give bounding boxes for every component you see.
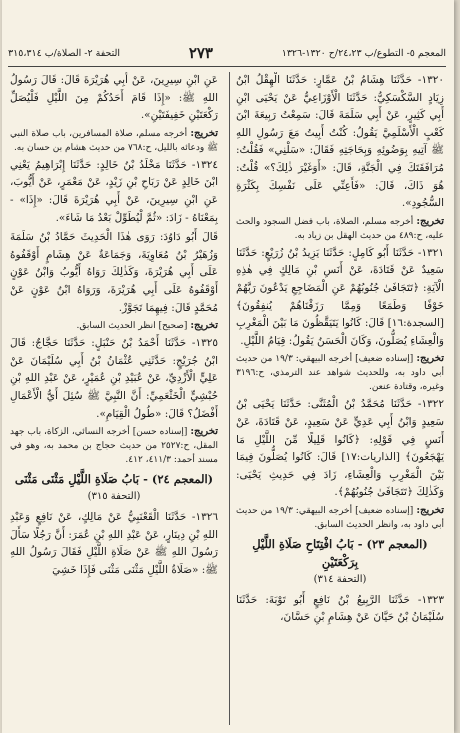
takhrij-note (10, 425, 218, 467)
hadith-paragraph: ١٣٢٣- حَدَّثَنَا الرَّبِيعُ بْنُ نَافِعٍ أَبُو تَوْبَةَ: حَدَّثَنَا سُلَيْمَانُ بْنُ حَيَّانَ عَنْ هِشَامِ بْنِ حَسَّانَ، (236, 593, 444, 624)
takhrij-note (236, 504, 444, 532)
takhrij-text: أخرجه مسلم، الصلاة، باب فضل السجود والحث عليه، ح:٤٨٩ من حديث الهقل بن زياد به. (236, 216, 444, 241)
takhrij-note (236, 352, 444, 394)
header-left-reference: التحفة ٢- الصلاة/ب ٣١٥،٣١٤ (8, 47, 121, 59)
takhrij-label: تخريج: (190, 320, 218, 332)
takhrij-label: تخريج: (416, 353, 444, 365)
takhrij-text: [إسناده ضعيف] أخرجه البيهقي: ١٩/٣ من حديث أبي داود به، وللحديث شواهد عند الترمذي، ح:٣١٩٦ وغيره، وقتادة عنعن. (236, 354, 444, 393)
hadith-paragraph: ١٣٢٤- حَدَّثَنَا مَخْلَدُ بْنُ خَالِدٍ: حَدَّثَنَا إِبْرَاهِيمُ يَعْنِي ابْنَ خَالِدٍ عَنْ رَبَاحِ بْنِ زَيْدٍ، عَنْ مَعْمَرٍ، عَنْ أَيُّوبَ، عَنِ ابْنِ سِيرِينَ، عَنْ أَبِي هُرَيْرَةَ قَالَ: «إِذَا» - بِمَعْنَاهُ - زَادَ: «ثُمَّ لْيُطَوِّلْ بَعْدُ مَا شَاءَ». (10, 158, 218, 224)
takhrij-text: [إسناده ضعيف] أخرجه البيهقي: ١٩/٣ من حديث أبي داود به، وانظر الحديث السابق. (236, 505, 444, 530)
chapter-tuhfa-ref: (التحفة ٣١٥) (87, 491, 141, 503)
takhrij-text: [صحيح] انظر الحديث السابق. (76, 321, 191, 332)
right-column (236, 72, 444, 725)
hadith-paragraph: ١٣٢٠- حَدَّثَنَا هِشَامُ بْنُ عَمَّارٍ: حَدَّثَنَا الْهِقْلُ ابْنُ زِيَادٍ السَّكْسَكِيُّ: حَدَّثَنَا الْأَوْزَاعِيُّ عَنْ يَحْيَى ابْنِ أَبِي كَثِيرٍ، عَنْ أَبِي سَلَمَةَ قَالَ: سَمِعْتُ رَبِيعَةَ ابْنَ كَعْبٍ الْأَسْلَمِيَّ يَقُولُ: كُنْتُ أَبِيتُ مَعَ رَسُولِ اللهِ ﷺ آتِيهِ بِوَضُوئِهِ وَبِحَاجَتِهِ فَقَالَ: «سَلْنِي» فَقُلْتُ: مُرَافَقَتَكَ فِي الْجَنَّةِ، قَالَ: «أَوَغَيْرَ ذٰلِكَ؟» قُلْتُ: هُوَ ذَاكَ، قَالَ: «فَأَعِنِّي عَلَى نَفْسِكَ بِكَثْرَةِ السُّجُودِ». (236, 74, 444, 210)
hadith-paragraph: ١٣٢٢- حَدَّثَنَا مُحَمَّدُ بْنُ الْمُثَنَّى: حَدَّثَنَا يَحْيَى بْنُ سَعِيدٍ وَابْنُ أَبِي عَدِيٍّ عَنْ سَعِيدٍ، عَنْ قَتَادَةَ، عَنْ أَنَسٍ فِي قَوْلِهِ: ﴿كَانُوا قَلِيلًا مِّنَ اللَّيْلِ مَا يَهْجَعُونَ﴾ [الذاريات:١٧] قَالَ: كَانُوا يُصَلُّونَ فِيمَا بَيْنَ الْمَغْرِبِ وَالْعِشَاءِ، زَادَ فِي حَدِيثِ يَحْيَى: وَكَذٰلِكَ ﴿تَتَجَافَىٰ جُنُوبُهُمْ﴾. (236, 398, 444, 499)
takhrij-label: تخريج: (190, 426, 218, 438)
column-divider (229, 72, 230, 725)
page-number: ٢٧٣ (188, 44, 213, 62)
hadith-paragraph: قَالَ أَبُو دَاوُدَ: رَوَى هٰذَا الْحَدِيثَ حَمَّادُ بْنُ سَلَمَةَ وَزُهَيْرُ بْنُ مُعَاوِيَةَ، وَجَمَاعَةٌ عَنْ هِشَامٍ أَوْقَفُوهُ عَلَى أَبِي هُرَيْرَةَ، وَكَذٰلِكَ رَوَاهُ أَيُّوبُ وَابْنُ عَوْنٍ أَوْقَفُوهُ عَلَى أَبِي هُرَيْرَةَ، وَرَوَاهُ ابْنُ عَوْنٍ عَنْ مُحَمَّدٍ قَالَ: فِيهِمَا تَجَوَّزْ. (10, 231, 218, 314)
takhrij-label: تخريج: (190, 127, 218, 139)
takhrij-label: تخريج: (416, 504, 444, 516)
left-column (10, 72, 218, 725)
book-page (2, 0, 454, 733)
chapter-heading (10, 470, 218, 506)
chapter-title: (المعجم ٢٣) - بَابُ افْتِتَاحِ صَلَاةِ اللَّيْلِ بِرَكْعَتَيْنِ (252, 536, 428, 569)
hadith-paragraph: عَنِ ابْنِ سِيرِينَ، عَنْ أَبِي هُرَيْرَةَ قَالَ: قَالَ رَسُولُ اللهِ ﷺ: «إِذَا قَامَ أَحَدُكُمْ مِنَ اللَّيْلِ فَلْيُصَلِّ رَكْعَتَيْنِ خَفِيفَتَيْنِ». (10, 74, 218, 122)
chapter-title: (المعجم ٢٤) - بَابُ صَلَاةِ اللَّيْلِ مَثْنَى مَثْنَى (14, 472, 214, 487)
hadith-paragraph: ١٣٢٥- حَدَّثَنَا أَحْمَدُ بْنُ حَنْبَلٍ: حَدَّثَنَا حَجَّاجٌ: قَالَ ابْنُ جُرَيْجٍ: حَدَّثَنِي عُثْمَانُ بْنُ أَبِي سُلَيْمَانَ عَنْ عَلِيٍّ الْأَزْدِيِّ، عَنْ عُبَيْدِ بْنِ عُمَيْرٍ، عَنْ عَبْدِ اللهِ بْنِ حُبْشِيٍّ الْخَثْعَمِيِّ: أَنَّ النَّبِيَّ ﷺ سُئِلَ أَيُّ الْأَعْمَالِ أَفْضَلُ؟ قَالَ: «طُولُ الْقِيَامِ». (10, 337, 218, 420)
takhrij-label: تخريج: (416, 215, 444, 227)
takhrij-note (10, 127, 218, 155)
running-head (8, 40, 446, 67)
takhrij-text: [إسناده حسن] أخرجه النسائي، الزكاة، باب جهد المقل، ح:٢٥٢٧ من حديث حجاج بن محمد به، وهو في مسند أحمد: ٤١١/٣، ٤١٢. (10, 427, 218, 466)
chapter-tuhfa-ref: (التحفة ٣١٤) (313, 573, 367, 585)
takhrij-text: أخرجه مسلم، صلاة المسافرين، باب صلاة النبي ﷺ ودعائه بالليل، ح:٧٦٨ من حديث هشام بن حسان به. (10, 128, 218, 153)
takhrij-note (236, 215, 444, 243)
hadith-paragraph: ١٣٢٦- حَدَّثَنَا الْقَعْنَبِيُّ عَنْ مَالِكٍ، عَنْ نَافِعٍ وَعَبْدِ اللهِ بْنِ دِينَارٍ، عَنْ عَبْدِ اللهِ بْنِ عُمَرَ: أَنَّ رَجُلًا سَأَلَ رَسُولَ اللهِ ﷺ عَنْ صَلَاةِ اللَّيْلِ فَقَالَ رَسُولُ اللهِ ﷺ: «صَلَاةُ اللَّيْلِ مَثْنَى مَثْنَى فَإِذَا خَشِيَ (10, 511, 218, 576)
hadith-paragraph: ١٣٢١- حَدَّثَنَا أَبُو كَامِلٍ: حَدَّثَنَا يَزِيدُ بْنُ زُرَيْعٍ: حَدَّثَنَا سَعِيدٌ عَنْ قَتَادَةَ، عَنْ أَنَسِ بْنِ مَالِكٍ فِي هٰذِهِ الْآيَةِ: ﴿تَتَجَافَىٰ جُنُوبُهُمْ عَنِ الْمَضَاجِعِ يَدْعُونَ رَبَّهُمْ خَوْفًا وَطَمَعًا وَمِمَّا رَزَقْنَاهُمْ يُنفِقُونَ﴾ [السجدة:١٦] قَالَ: كَانُوا يَتَيَقَّظُونَ مَا بَيْنَ الْمَغْرِبِ وَالْعِشَاءِ يُصَلُّونَ، وَكَانَ الْحَسَنُ يَقُولُ: قِيَامُ اللَّيْلِ. (236, 246, 444, 347)
chapter-heading (236, 535, 444, 589)
header-right-reference: المعجم ٥- التطوع/ب ٢٤،٢٣/ح ١٣٢٠-١٣٢٦ (281, 47, 446, 59)
takhrij-note (10, 319, 218, 333)
